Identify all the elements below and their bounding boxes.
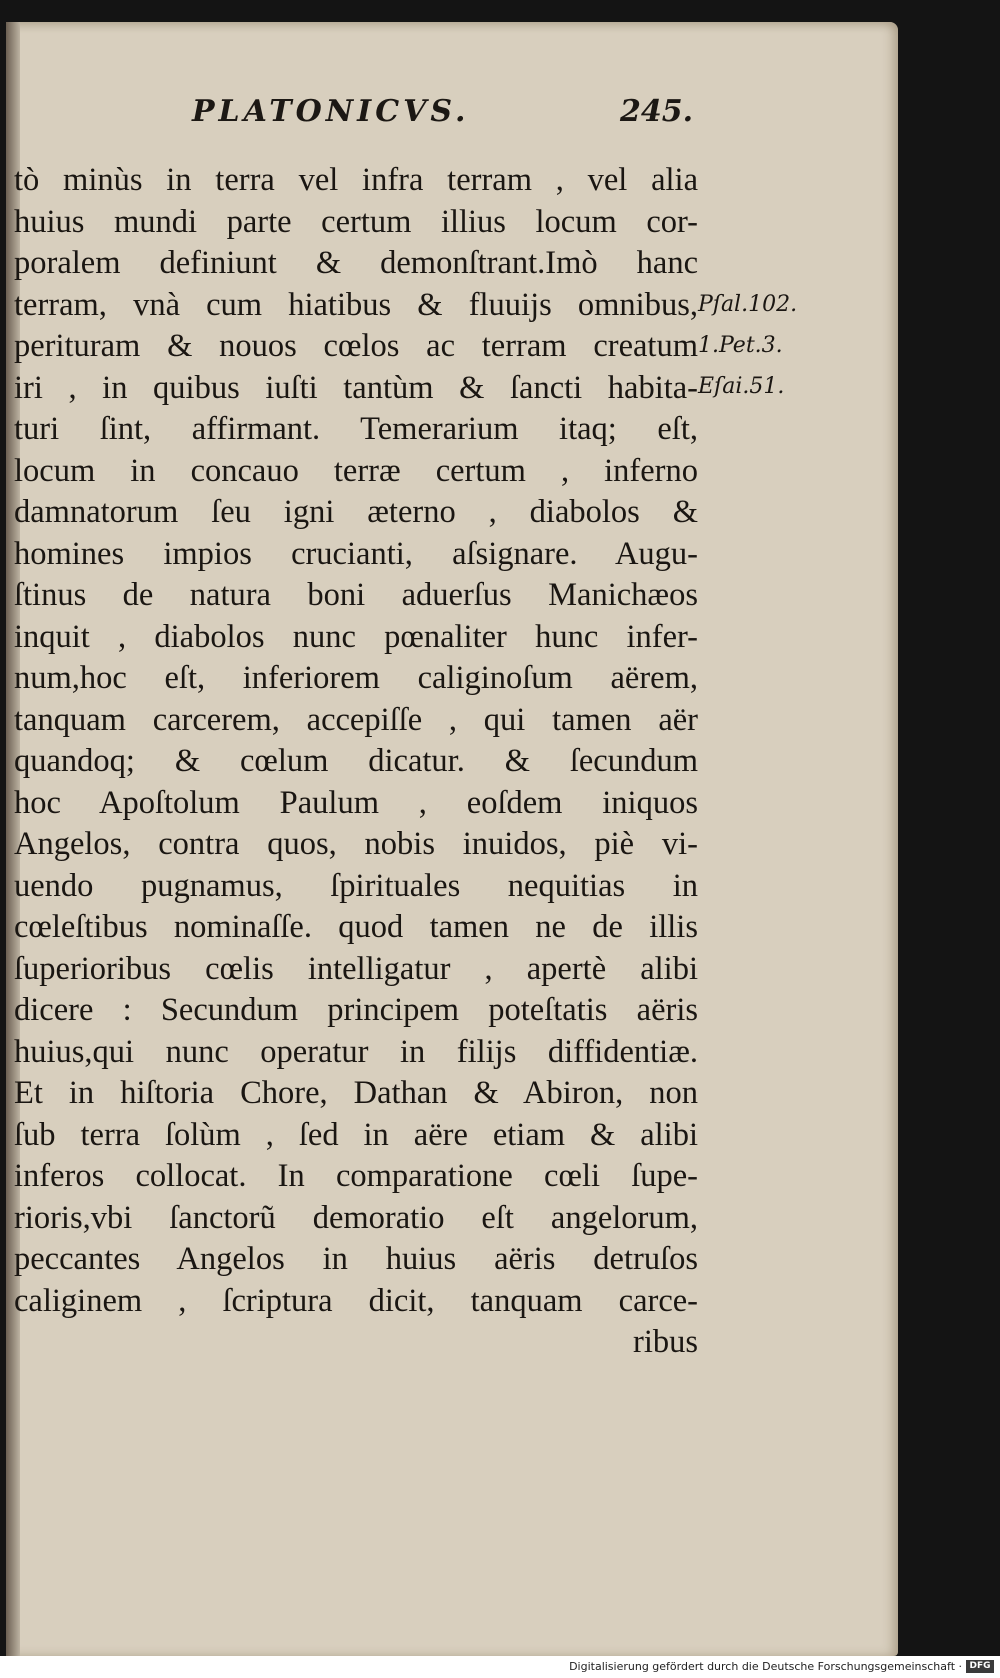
text-line: ribus [633,1324,698,1360]
text-line: ſuperioribus cœlis intelligatur , apertè alibi [14,950,698,987]
text-line: tanquam carcerem, accepiſſe , qui tamen aër [14,701,698,738]
page-number: 245. [620,94,694,129]
text-line: tò minùs in terra vel infra terram , vel alia [14,162,698,198]
text-line: ſub terra ſolùm , ſed in aëre etiam & alibi [14,1116,698,1153]
dfg-logo: DFG [966,1660,994,1673]
text-line: perituram & nouos cœlos ac terram creatum [14,328,698,364]
text-line: turi ſint, affirmant. Temerarium itaq; eſt, [14,411,698,447]
text-line: num,hoc eſt, inferiorem caliginoſum aërem, [14,660,698,696]
marginal-note: Eſai.51. [698,374,785,399]
text-line: inferos collocat. In comparatione cœli ſupe- [14,1158,698,1194]
text-line: uendo pugnamus, ſpirituales nequitias in [14,867,698,904]
text-line: inquit , diabolos nunc pœnaliter hunc infer- [14,618,698,655]
book-page [6,22,898,1656]
text-line: locum in concauo terræ certum , inferno [14,452,698,489]
text-line: iri , in quibus iuſti tantùm & ſancti habita- [14,369,698,406]
text-line: cœleſtibus nominaſſe. quod tamen ne de illis [14,909,698,945]
running-head [6,94,898,144]
marginal-note: 1.Pet.3. [698,333,783,358]
text-line: huius mundi parte certum illius locum cor- [14,203,698,240]
text-line: terram, vnà cum hiatibus & fluuijs omnibus, [14,286,698,323]
text-line: damnatorum ſeu igni æterno , diabolos & [14,494,698,530]
text-line: dicere : Secundum principem poteſtatis aëris [14,992,698,1028]
text-line: poralem definiunt & demonſtrant.Imò hanc [14,245,698,281]
digitization-footer [0,1656,1000,1678]
marginal-references [698,284,828,407]
text-line: peccantes Angelos in huius aëris detruſos [14,1241,698,1277]
footer-credit: Digitalisierung gefördert durch die Deutsche Forschungsgemeinschaft · [569,1660,962,1673]
text-line: huius,qui nunc operatur in filijs diffidentiæ. [14,1033,698,1070]
text-line: homines impios crucianti, aſsignare. Augu- [14,535,698,572]
body-text [14,160,698,1364]
text-line: ſtinus de natura boni aduerſus Manichæos [14,577,698,613]
marginal-note: Pſal.102. [698,292,798,317]
text-line: quandoq; & cœlum dicatur. & ſecundum [14,743,698,779]
text-line: hoc Apoſtolum Paulum , eoſdem iniquos [14,784,698,821]
text-line: Angelos, contra quos, nobis inuidos, piè vi- [14,826,698,862]
text-line: rioris,vbi ſanctorũ demoratio eſt angelorum, [14,1199,698,1236]
text-line: Et in hiſtoria Chore, Dathan & Abiron, non [14,1075,698,1111]
running-title: PLATONICVS. [192,94,470,129]
text-line: caliginem , ſcriptura dicit, tanquam carce- [14,1282,698,1319]
